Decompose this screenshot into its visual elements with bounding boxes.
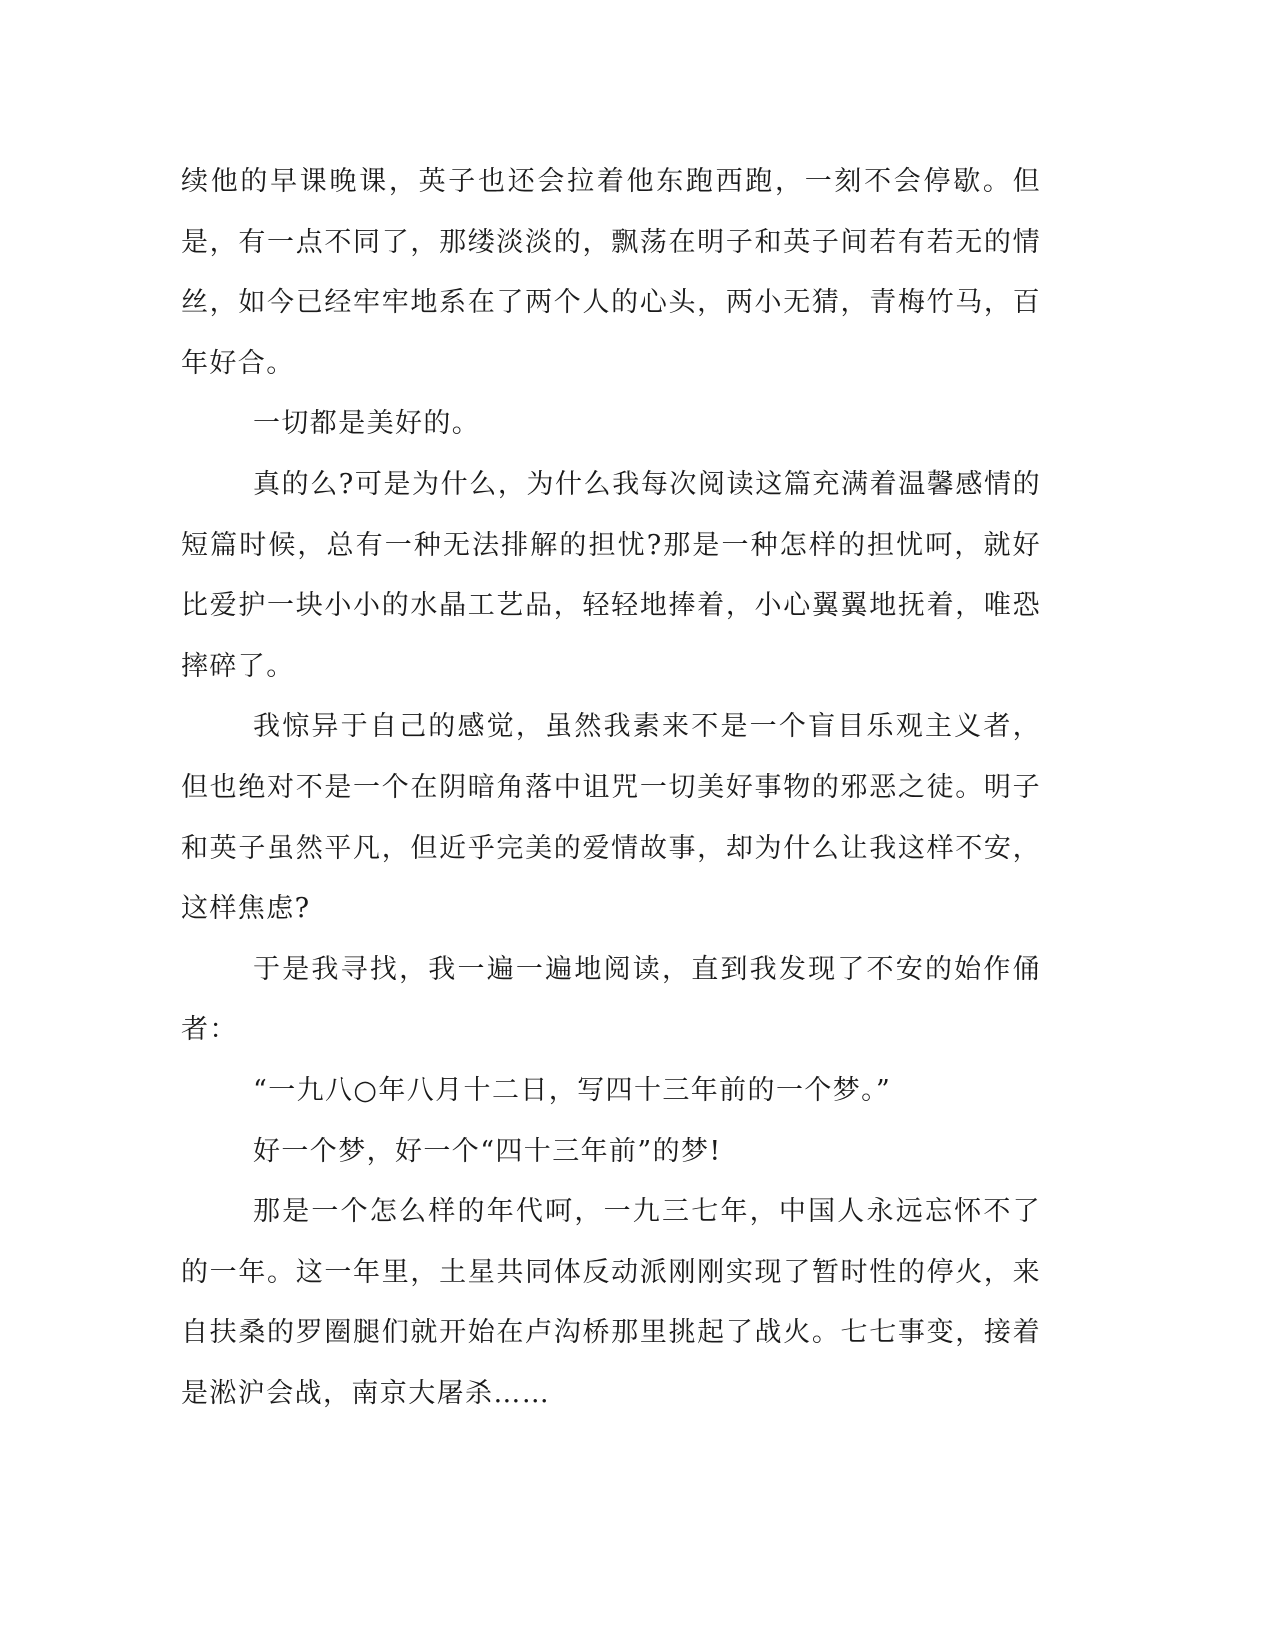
paragraph-1: 续他的早课晚课，英子也还会拉着他东跑西跑，一刻不会停歇。但是，有一点不同了，那缕淡淡的，飘荡在明子和英子间若有若无的情丝，如今已经牢牢地系在了两个人的心头，两小无猜，青梅竹马，百年好合。 [181,166,1041,379]
paragraph-2: 一切都是美好的。 [253,408,481,440]
paragraph-3: 真的么?可是为什么，为什么我每次阅读这篇充满着温馨感情的短篇时候，总有一种无法排解的担忧?那是一种怎样的担忧呵，就好比爱护一块小小的水晶工艺品，轻轻地捧着，小心翼翼地抚着，唯恐摔碎了。 [181,468,1041,682]
paragraph-4: 我惊异于自己的感觉，虽然我素来不是一个盲目乐观主义者，但也绝对不是一个在阴暗角落中诅咒一切美好事物的邪恶之徒。明子和英子虽然平凡，但近乎完美的爱情故事，却为什么让我这样不安，这样焦虑? [181,711,1041,925]
paragraph-8: 那是一个怎么样的年代呵，一九三七年，中国人永远忘怀不了的一年。这一年里，土星共同体反动派刚刚实现了暂时性的停火，来自扶桑的罗圈腿们就开始在卢沟桥那里挑起了战火。七七事变，接着是淞沪会战，南京大屠杀…… [181,1196,1041,1409]
paragraph-6: “一九八○年八月十二日，写四十三年前的一个梦。” [253,1074,892,1106]
paragraph-5: 于是我寻找，我一遍一遍地阅读，直到我发现了不安的始作俑者： [181,953,1041,1046]
body-text [181,152,1041,1424]
paragraph-7: 好一个梦，好一个“四十三年前”的梦! [253,1135,722,1167]
